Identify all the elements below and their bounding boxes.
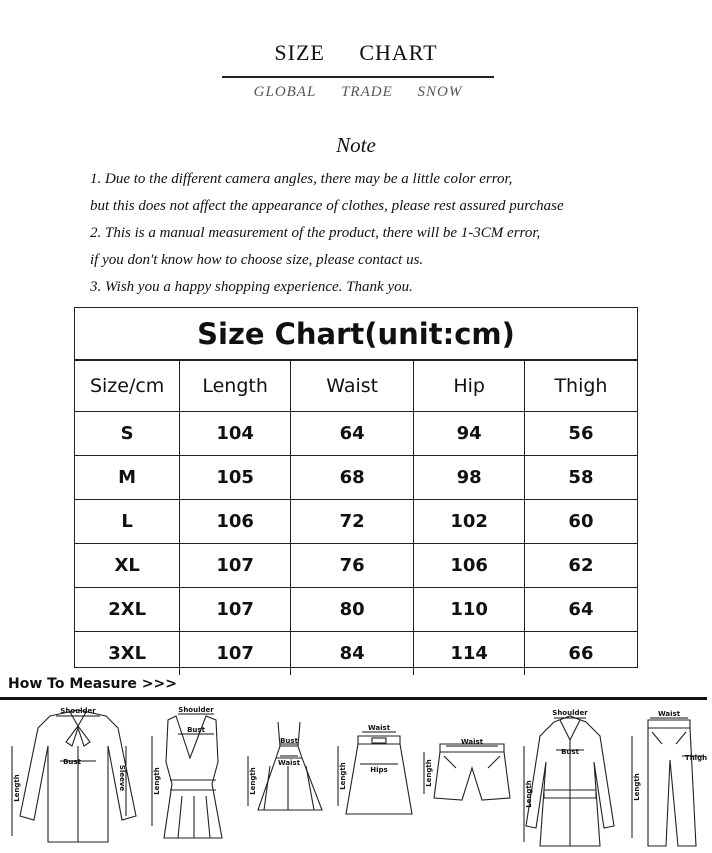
note-line-5: 3. Wish you a happy shopping experience. Thank you. xyxy=(90,279,413,295)
cell-length: 105 xyxy=(180,456,291,500)
cell-thigh: 62 xyxy=(524,544,637,588)
pants-length-label: Length xyxy=(633,773,641,801)
cell-size: XL xyxy=(75,544,180,588)
tank-bust-label: Bust xyxy=(187,726,205,734)
skirt-waist-label: Waist xyxy=(367,724,391,732)
cell-size: M xyxy=(75,456,180,500)
cell-hip: 106 xyxy=(414,544,524,588)
column-header-length: Length xyxy=(180,361,291,412)
header-word-chart: CHART xyxy=(359,40,438,65)
cell-length: 107 xyxy=(180,544,291,588)
table-row xyxy=(75,456,637,500)
table-row xyxy=(75,632,637,676)
cell-waist: 76 xyxy=(290,544,413,588)
coat-shoulder-label: Shoulder xyxy=(552,709,588,717)
shorts-diagram-icon xyxy=(434,744,510,800)
note-line-4: if you don't know how to choose size, please contact us. xyxy=(90,252,424,268)
measurement-diagrams xyxy=(0,706,712,853)
table-row xyxy=(75,500,637,544)
subtitle-word-snow: SNOW xyxy=(417,84,463,100)
cell-hip: 94 xyxy=(414,412,524,456)
dress-waist-label: Waist xyxy=(277,759,301,767)
cell-length: 106 xyxy=(180,500,291,544)
subtitle-word-trade: TRADE xyxy=(341,84,393,100)
note-line-3: 2. This is a manual measurement of the product, there will be 1-3CM error, xyxy=(90,225,541,241)
column-header-waist: Waist xyxy=(290,361,413,412)
blouse-sleeve-label: Sleeve xyxy=(118,764,126,792)
subtitle-word-global: GLOBAL xyxy=(253,84,317,100)
pants-waist-label: Waist xyxy=(657,710,681,718)
cell-hip: 110 xyxy=(414,588,524,632)
cell-length: 104 xyxy=(180,412,291,456)
dress-length-label: Length xyxy=(249,767,257,795)
column-header-size: Size/cm xyxy=(75,361,180,412)
cell-thigh: 58 xyxy=(524,456,637,500)
skirt-hips-label: Hips xyxy=(370,766,388,774)
cell-size: L xyxy=(75,500,180,544)
coat-length-label: Length xyxy=(525,780,533,808)
cell-waist: 84 xyxy=(290,632,413,676)
table-row xyxy=(75,588,637,632)
header-subtitle xyxy=(222,84,494,101)
trench-coat-diagram-icon xyxy=(526,716,614,846)
cell-hip: 102 xyxy=(414,500,524,544)
header-word-size: SIZE xyxy=(274,40,325,65)
shorts-length-label: Length xyxy=(425,759,433,787)
how-to-measure-title: How To Measure >>> xyxy=(8,676,177,692)
cell-waist: 72 xyxy=(290,500,413,544)
size-chart-header xyxy=(0,40,712,66)
skirt-length-label: Length xyxy=(339,762,347,790)
dress-bust-label: Bust xyxy=(280,737,298,745)
size-table xyxy=(75,360,637,675)
cell-waist: 68 xyxy=(290,456,413,500)
cell-length: 107 xyxy=(180,632,291,676)
cell-thigh: 56 xyxy=(524,412,637,456)
cell-thigh: 60 xyxy=(524,500,637,544)
cell-size: 2XL xyxy=(75,588,180,632)
how-to-measure-divider xyxy=(0,697,707,700)
blouse-shoulder-label: Shoulder xyxy=(60,707,96,715)
cell-size: 3XL xyxy=(75,632,180,676)
cell-hip: 114 xyxy=(414,632,524,676)
cell-waist: 80 xyxy=(290,588,413,632)
pants-thigh-label: Thigh xyxy=(684,754,708,762)
table-row xyxy=(75,412,637,456)
size-chart-title: Size Chart(unit:cm) xyxy=(75,308,637,360)
column-header-thigh: Thigh xyxy=(524,361,637,412)
cell-length: 107 xyxy=(180,588,291,632)
pants-diagram-icon xyxy=(648,720,696,846)
cell-size: S xyxy=(75,412,180,456)
note-title: Note xyxy=(336,133,376,157)
tank-length-label: Length xyxy=(153,767,161,795)
skirt-diagram-icon xyxy=(346,736,412,814)
cell-thigh: 64 xyxy=(524,588,637,632)
blouse-bust-label: Bust xyxy=(63,758,81,766)
header-divider xyxy=(222,76,494,78)
shorts-waist-label: Waist xyxy=(460,738,484,746)
cell-waist: 64 xyxy=(290,412,413,456)
size-chart-table xyxy=(74,307,638,668)
blouse-length-label: Length xyxy=(13,774,21,802)
note-line-1: 1. Due to the different camera angles, there may be a little color error, xyxy=(90,171,513,187)
table-header-row xyxy=(75,361,637,412)
table-row xyxy=(75,544,637,588)
tank-shoulder-label: Shoulder xyxy=(178,706,214,714)
cell-hip: 98 xyxy=(414,456,524,500)
note-line-2: but this does not affect the appearance of clothes, please rest assured purchase xyxy=(90,198,564,214)
coat-bust-label: Bust xyxy=(561,748,579,756)
cell-thigh: 66 xyxy=(524,632,637,676)
column-header-hip: Hip xyxy=(414,361,524,412)
